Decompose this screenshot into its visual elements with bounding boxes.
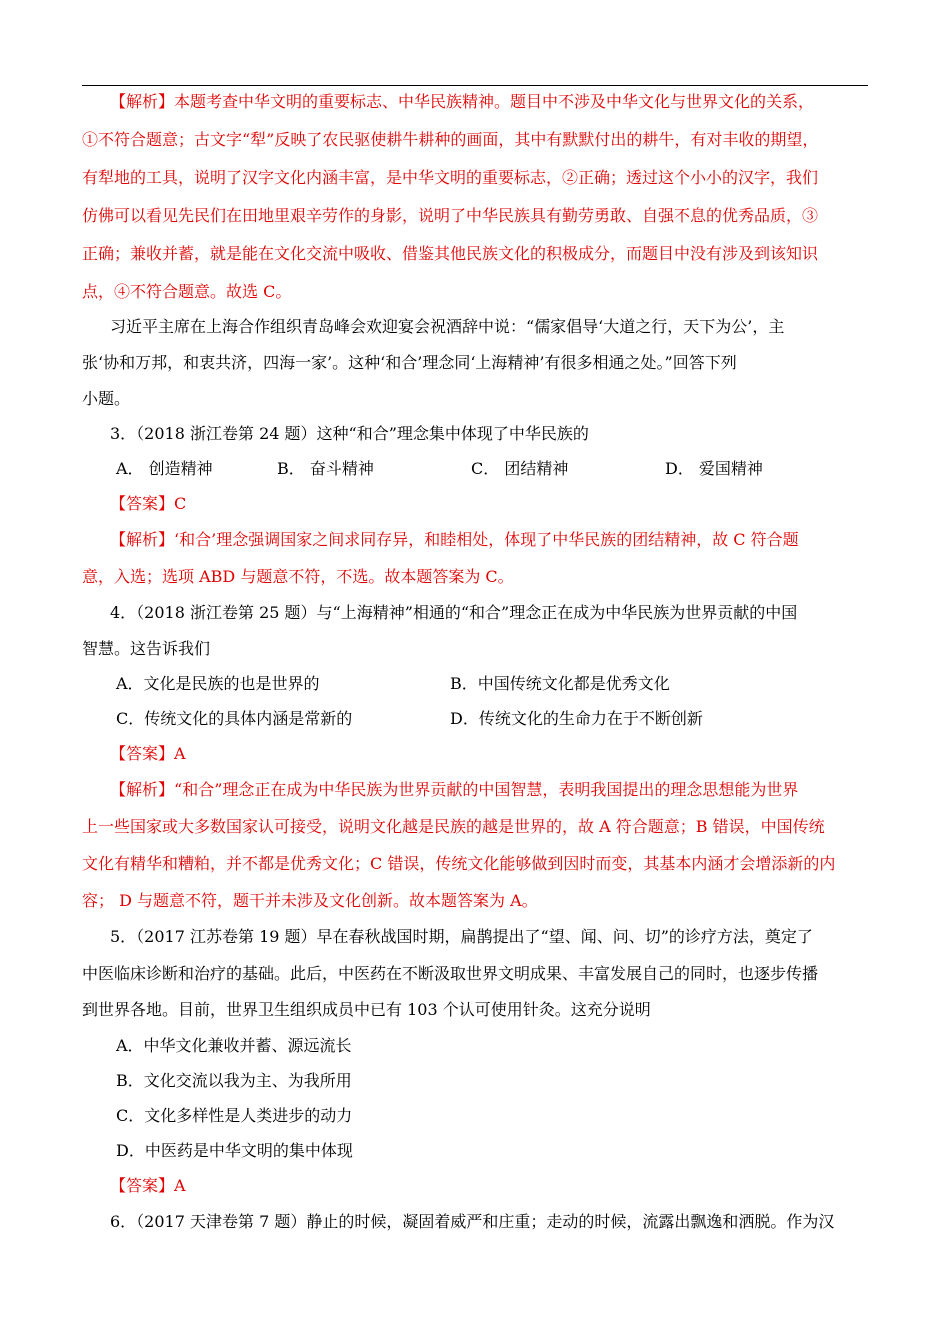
q4-stem-line-2: 智慧。这告诉我们 [82,639,211,658]
q4-option-b: B．中国传统文化都是优秀文化 [450,674,670,693]
intro-analysis-line-1: 【解析】本题考查中华文明的重要标志、中华民族精神。题目中不涉及中华文化与世界文化的关系， [110,92,815,111]
q4-answer: 【答案】A [110,744,186,763]
q5-option-a: A．中华文化兼收并蓄、源远流长 [116,1036,352,1055]
q3-analysis-line-1: 【解析】‘和合’理念强调国家之间求同存异，和睦相处，体现了中华民族的团结精神，故 C 符合题 [110,530,799,549]
q4-analysis-line-3: 文化有精华和糟粕，并不都是优秀文化；C 错误，传统文化能够做到因时而变，其基本内涵才会增添新的内 [82,854,836,873]
q4-stem-line-1: 4．（2018 浙江卷第 25 题）与“上海精神”相通的“和合”理念正在成为中华民族为世界贡献的中国 [110,603,798,622]
q5-stem-line-3: 到世界各地。目前，世界卫生组织成员中已有 103 个认可使用针灸。这充分说明 [82,1000,651,1019]
q6-stem: 6．（2017 天津卷第 7 题）静止的时候，凝固着威严和庄重；走动的时候，流露出飘逸和洒脱。作为汉 [110,1212,835,1231]
q3-option-a: A． 创造精神 [116,459,213,478]
q5-option-c: C．文化多样性是人类进步的动力 [116,1106,353,1125]
passage-line-1: 习近平主席在上海合作组织青岛峰会欢迎宴会祝酒辞中说：“儒家倡导‘大道之行，天下为公’，主 [110,317,785,336]
header-rule [82,85,868,86]
q5-option-d: D．中医药是中华文明的集中体现 [116,1141,353,1160]
q3-analysis-line-2: 意，入选；选项 ABD 与题意不符，不选。故本题答案为 C。 [82,567,514,586]
q4-option-c: C．传统文化的具体内涵是常新的 [116,709,353,728]
q3-answer: 【答案】C [110,494,187,513]
q4-option-d: D．传统文化的生命力在于不断创新 [450,709,703,728]
q3-option-d: D． 爱国精神 [665,459,763,478]
q5-answer: 【答案】A [110,1176,186,1195]
q3-option-b: B． 奋斗精神 [277,459,374,478]
q3-option-c: C． 团结精神 [471,459,569,478]
q5-stem-line-2: 中医临床诊断和治疗的基础。此后，中医药在不断汲取世界文明成果、丰富发展自己的同时，也逐步传播 [82,964,819,983]
intro-analysis-line-5: 正确；兼收并蓄，就是能在文化交流中吸收、借鉴其他民族文化的积极成分，而题目中没有涉及到该知识 [82,244,819,263]
q5-stem-line-1: 5．（2017 江苏卷第 19 题）早在春秋战国时期，扁鹊提出了“望、闻、问、切”的诊疗方法，奠定了 [110,927,813,946]
intro-analysis-line-6: 点，④不符合题意。故选 C。 [82,282,292,301]
q3-stem: 3．（2018 浙江卷第 24 题）这种“和合”理念集中体现了中华民族的 [110,424,589,443]
q4-option-a: A．文化是民族的也是世界的 [116,674,320,693]
q4-analysis-line-1: 【解析】“和合”理念正在成为中华民族为世界贡献的中国智慧，表明我国提出的理念思想能为世界 [110,780,799,799]
passage-line-3: 小题。 [82,389,131,408]
q4-analysis-line-4: 容； D 与题意不符，题干并未涉及文化创新。故本题答案为 A。 [82,891,538,910]
intro-analysis-line-4: 仿佛可以看见先民们在田地里艰辛劳作的身影，说明了中华民族具有勤劳勇敢、自强不息的优秀品质，③ [82,206,819,225]
passage-line-2: 张‘协和万邦，和衷共济，四海一家’。这种‘和合’理念同‘上海精神’有很多相通之处。”回答下列 [82,353,737,372]
intro-analysis-line-3: 有犁地的工具，说明了汉字文化内涵丰富，是中华文明的重要标志，②正确；透过这个小小的汉字，我们 [82,168,819,187]
q4-analysis-line-2: 上一些国家或大多数国家认可接受，说明文化越是民族的越是世界的，故 A 符合题意；B 错误，中国传统 [82,817,825,836]
q5-option-b: B．文化交流以我为主、为我所用 [116,1071,352,1090]
intro-analysis-line-2: ①不符合题意；古文字“犁”反映了农民驱使耕牛耕种的画面，其中有默默付出的耕牛，有对丰收的期望， [82,130,819,149]
